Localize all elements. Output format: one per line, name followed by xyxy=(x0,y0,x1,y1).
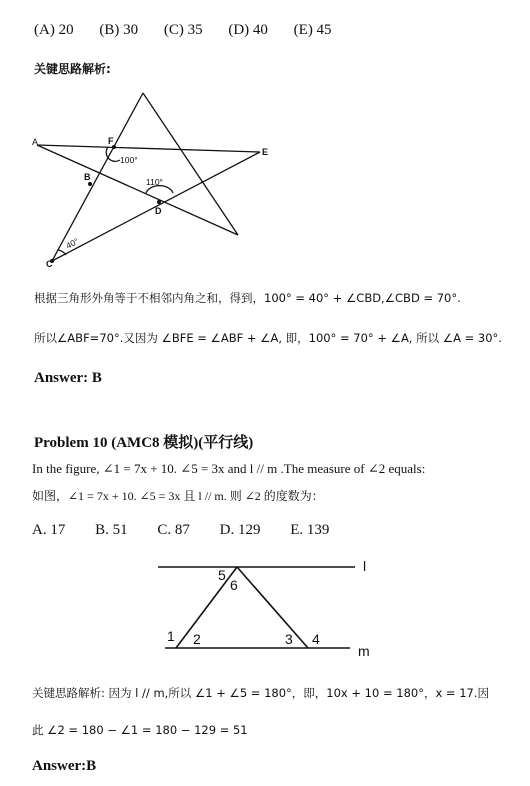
star-line-ae xyxy=(37,145,260,152)
answer-choices-row xyxy=(34,22,354,39)
problem-10-statement-en: In the figure, ∠1 = 7x + 10. ∠5 = 3x and l // m .The measure of ∠2 equals: xyxy=(32,461,426,476)
angle-label-110: 110° xyxy=(146,177,163,187)
label-d: D xyxy=(155,206,162,216)
problem-10-statement-zh: 如图，∠1 = 7x + 10. ∠5 = 3x 且 l // m. 则 ∠2 的度数为： xyxy=(32,489,324,503)
label-c: C xyxy=(46,259,53,269)
choice-a: (A) 20 xyxy=(34,22,74,38)
point-d xyxy=(157,200,161,204)
angle-label-100: 100° xyxy=(120,155,138,165)
star-line-cb xyxy=(52,93,143,261)
angle-5: 5 xyxy=(218,567,226,583)
p10-choice-c: C. 87 xyxy=(157,522,190,538)
transversal-right xyxy=(237,567,308,648)
star-figure xyxy=(28,85,268,270)
label-e: E xyxy=(262,147,268,157)
label-line-m: m xyxy=(358,643,370,659)
p10-choice-b: B. 51 xyxy=(95,522,128,538)
label-f: F xyxy=(108,136,114,146)
problem-10-choices xyxy=(32,522,355,539)
analysis-label: 关键思路解析: xyxy=(34,62,111,76)
solution1-line2: 所以∠ABF=70°.又因为 ∠BFE = ∠ABF + ∠A, 即，100° = 70° + ∠A, 所以 ∠A = 30°. xyxy=(34,331,502,345)
problem-10-title: Problem 10 (AMC8 模拟)(平行线) xyxy=(34,435,254,451)
label-a: A xyxy=(32,137,39,147)
solution2-line2: 此 ∠2 = 180 − ∠1 = 180 − 129 = 51 xyxy=(32,723,248,737)
angle-label-40: 40° xyxy=(64,235,81,251)
parallel-lines-figure xyxy=(150,555,390,665)
choice-d: (D) 40 xyxy=(228,22,268,38)
transversal-left xyxy=(176,567,237,648)
choice-e: (E) 45 xyxy=(293,22,332,38)
choice-b: (B) 30 xyxy=(99,22,139,38)
angle-2: 2 xyxy=(193,631,201,647)
angle-1: 1 xyxy=(167,628,175,644)
label-b: B xyxy=(84,172,91,182)
answer-2: Answer:B xyxy=(32,758,97,774)
angle-6: 6 xyxy=(230,577,238,593)
choice-c: (C) 35 xyxy=(163,22,203,38)
p10-choice-a: A. 17 xyxy=(32,522,66,538)
answer-1: Answer: B xyxy=(34,370,102,386)
p10-choice-d: D. 129 xyxy=(219,522,261,538)
point-b xyxy=(88,182,92,186)
p10-choice-e: E. 139 xyxy=(290,522,330,538)
angle-3: 3 xyxy=(285,631,293,647)
solution2-line1: 关键思路解析: 因为 l // m,所以 ∠1 + ∠5 = 180°，即，10x + 10 = 180°，x = 17.因 xyxy=(32,686,490,700)
label-line-l: l xyxy=(363,558,367,574)
angle-4: 4 xyxy=(312,631,320,647)
solution1-line1: 根据三角形外角等于不相邻内角之和，得到，100° = 40° + ∠CBD,∠CBD = 70°. xyxy=(34,291,461,305)
angle-arc-c xyxy=(58,250,66,255)
